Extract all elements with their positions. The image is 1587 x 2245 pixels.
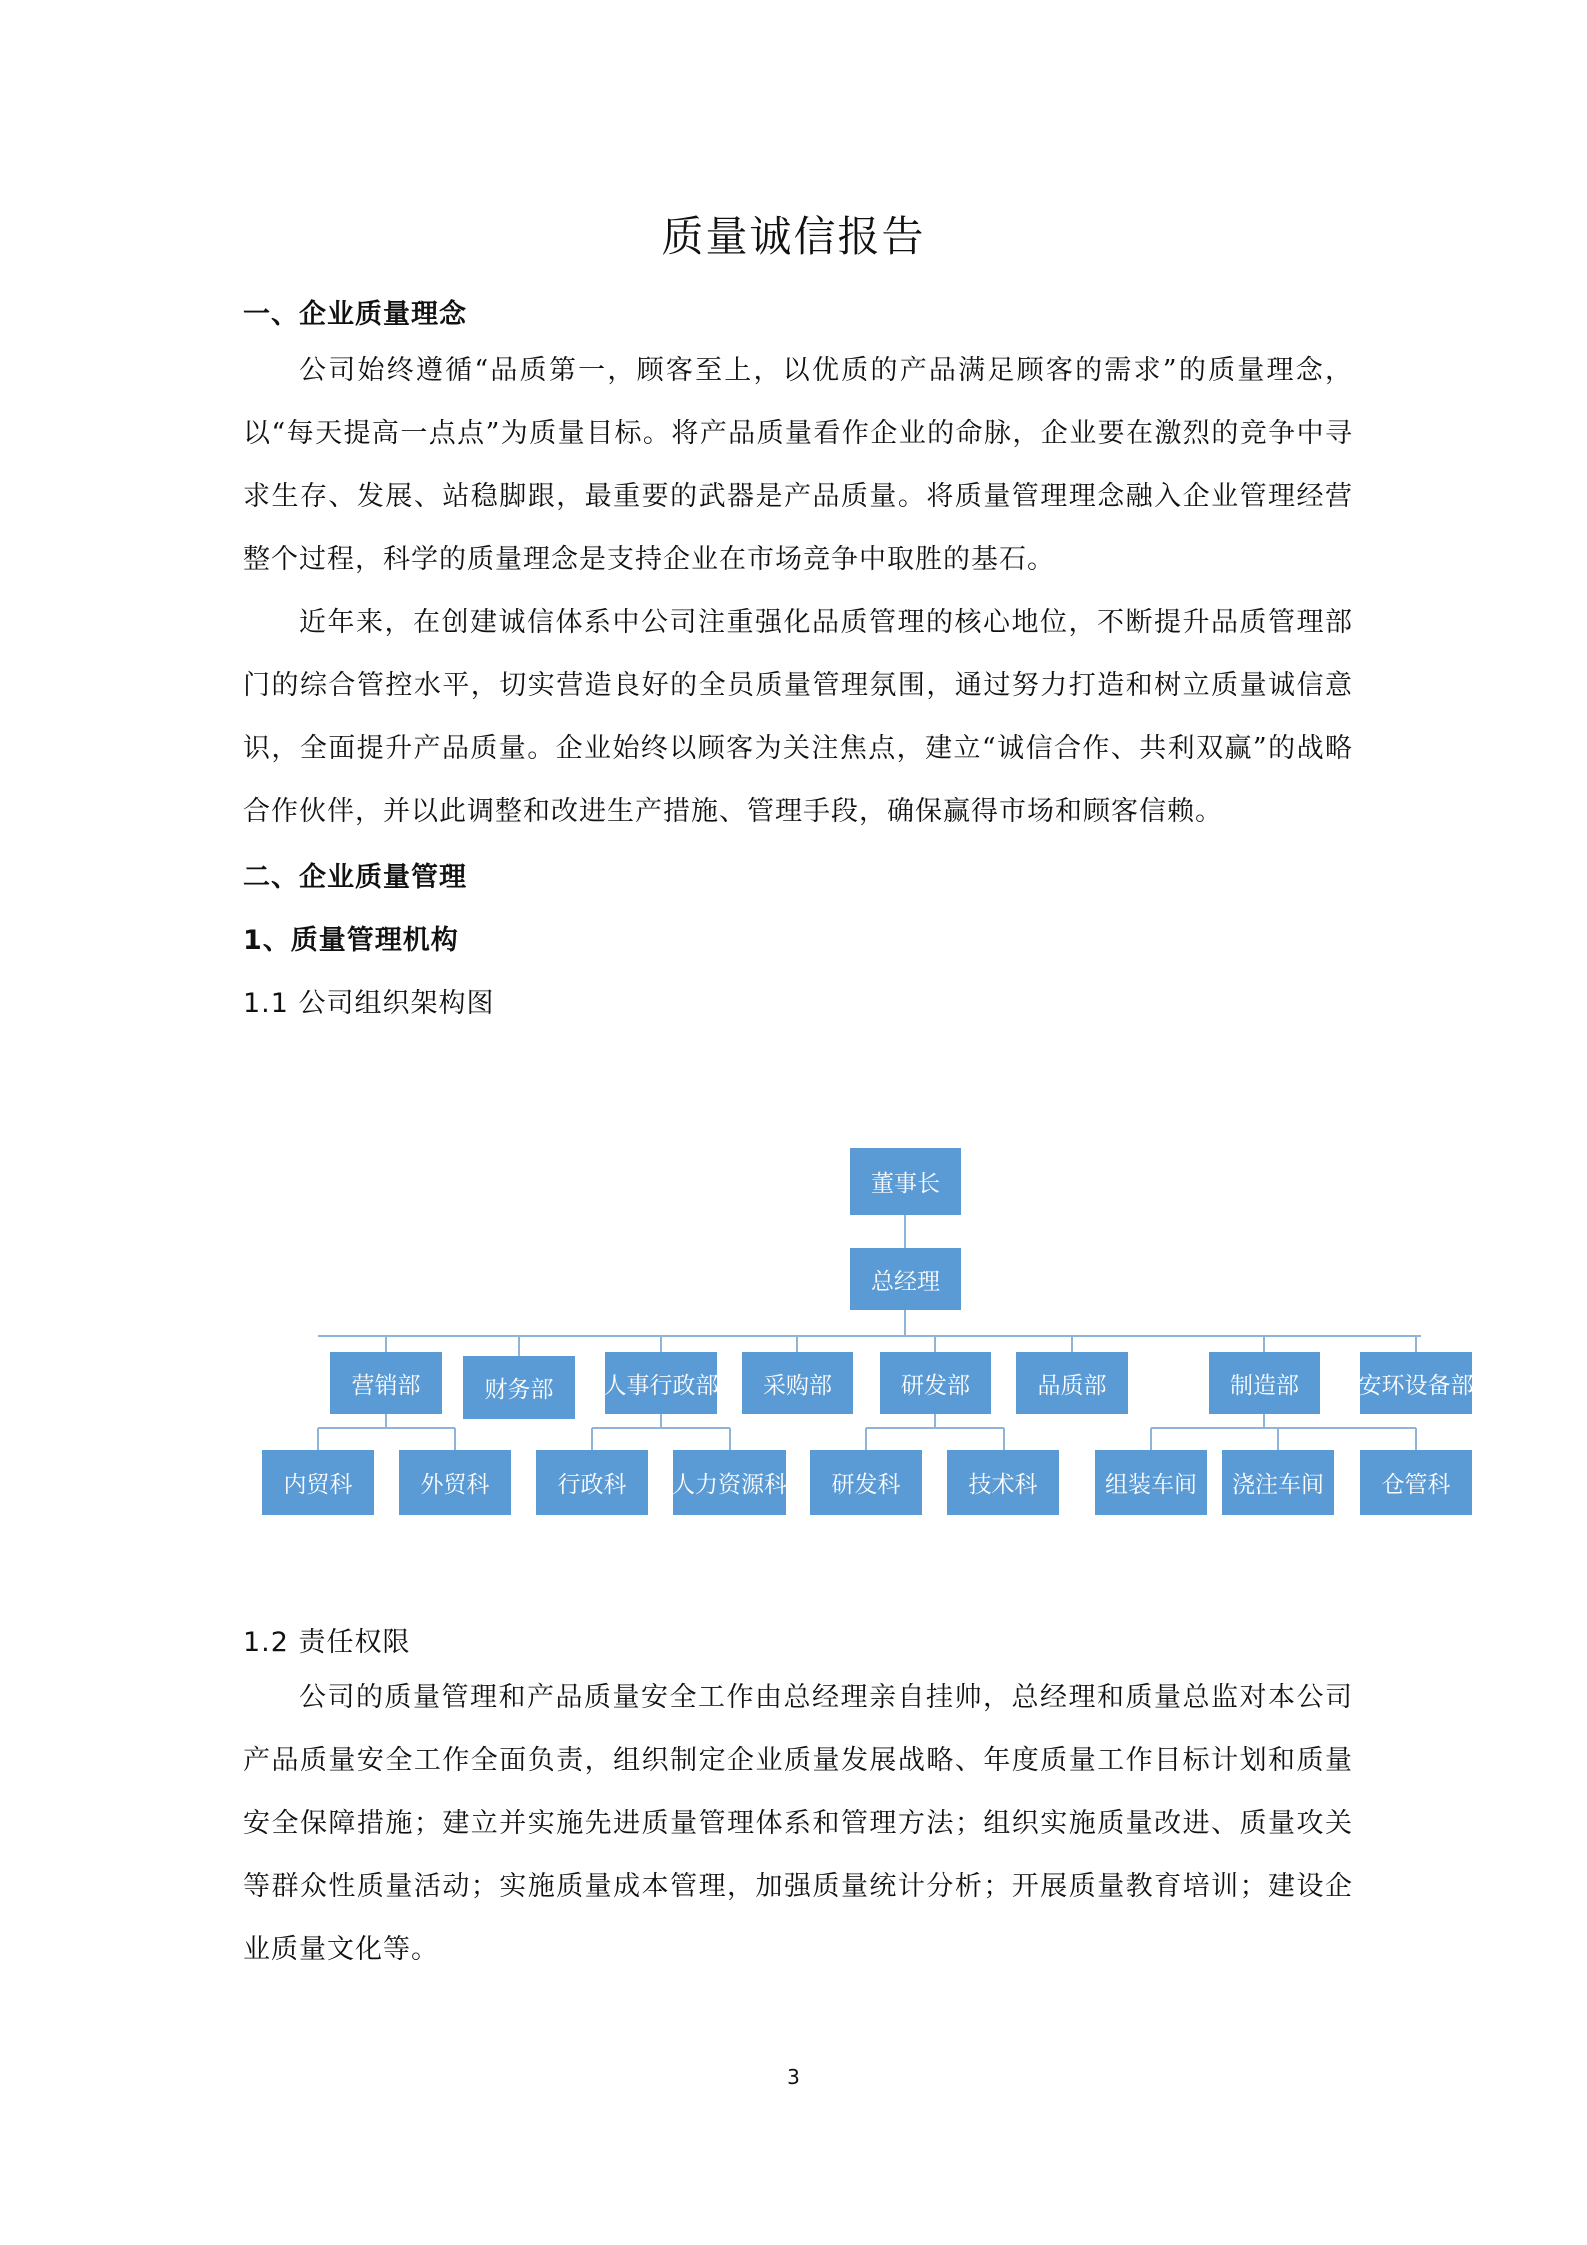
org-box-sub-warehouse: 仓管科 [1360,1450,1472,1515]
org-box-chairman: 董事长 [850,1148,961,1215]
sub1-2-paragraph: 公司的质量管理和产品质量安全工作由总经理亲自挂帅，总经理和质量总监对本公司产品质量安全工作全面负责，组织制定企业质量发展战略、年度质量工作目标计划和质量安全保障措施；建立并实施先进质量管理体系和管理方法；组织实施质量改进、质量攻关等群众性质量活动；实施质量成本管理，加强质量统计分析；开展质量教育培训；建设企业质量文化等。 [243,1682,1353,1965]
doc-title: 质量诚信报告 [661,212,926,261]
org-box-sub-casting-workshop: 浇注车间 [1222,1450,1334,1515]
sub1-2-heading: 1.2 责任权限 [243,1627,411,1658]
org-box-general-manager: 总经理 [850,1248,961,1310]
org-box-dept-rnd: 研发部 [880,1352,991,1414]
org-box-dept-quality: 品质部 [1016,1352,1128,1414]
section1-paragraph-1: 公司始终遵循“品质第一，顾客至上，以优质的产品满足顾客的需求”的质量理念，以“每天提高一点点”为质量目标。将产品质量看作企业的命脉，企业要在激烈的竞争中寻求生存、发展、站稳脚跟，最重要的武器是产品质量。将质量管理理念融入企业管理经营整个过程，科学的质量理念是支持企业在市场竞争中取胜的基石。 [243,355,1353,575]
section2-heading: 二、企业质量管理 [243,862,467,893]
org-box-sub-rnd: 研发科 [810,1450,922,1515]
org-box-sub-technology: 技术科 [947,1450,1059,1515]
org-box-sub-hr: 人力资源科 [673,1450,786,1515]
page-number: 3 [787,2065,800,2089]
org-box-sub-assembly-workshop: 组装车间 [1095,1450,1207,1515]
org-box-dept-purchasing: 采购部 [742,1352,853,1414]
sub1-2-body [243,1666,1353,1981]
sub1-heading: 1、质量管理机构 [243,925,459,956]
org-box-sub-foreign-trade: 外贸科 [399,1450,511,1515]
section1-paragraph-2: 近年来，在创建诚信体系中公司注重强化品质管理的核心地位，不断提升品质管理部门的综合管控水平，切实营造良好的全员质量管理氛围，通过努力打造和树立质量诚信意识，全面提升产品质量。企业始终以顾客为关注焦点，建立“诚信合作、共利双赢”的战略合作伙伴，并以此调整和改进生产措施、管理手段，确保赢得市场和顾客信赖。 [243,607,1353,827]
section1-body [243,339,1353,843]
org-box-sub-domestic-trade: 内贸科 [262,1450,374,1515]
org-box-sub-admin: 行政科 [536,1450,648,1515]
org-box-dept-safety-equipment: 安环设备部 [1360,1352,1472,1414]
org-box-dept-manufacturing: 制造部 [1209,1352,1320,1414]
sub1-1-heading: 1.1 公司组织架构图 [243,988,495,1019]
org-box-dept-marketing: 营销部 [330,1352,442,1414]
section1-heading: 一、企业质量理念 [243,299,467,330]
org-box-dept-finance: 财务部 [463,1356,575,1419]
org-box-dept-hr-admin: 人事行政部 [605,1352,717,1414]
